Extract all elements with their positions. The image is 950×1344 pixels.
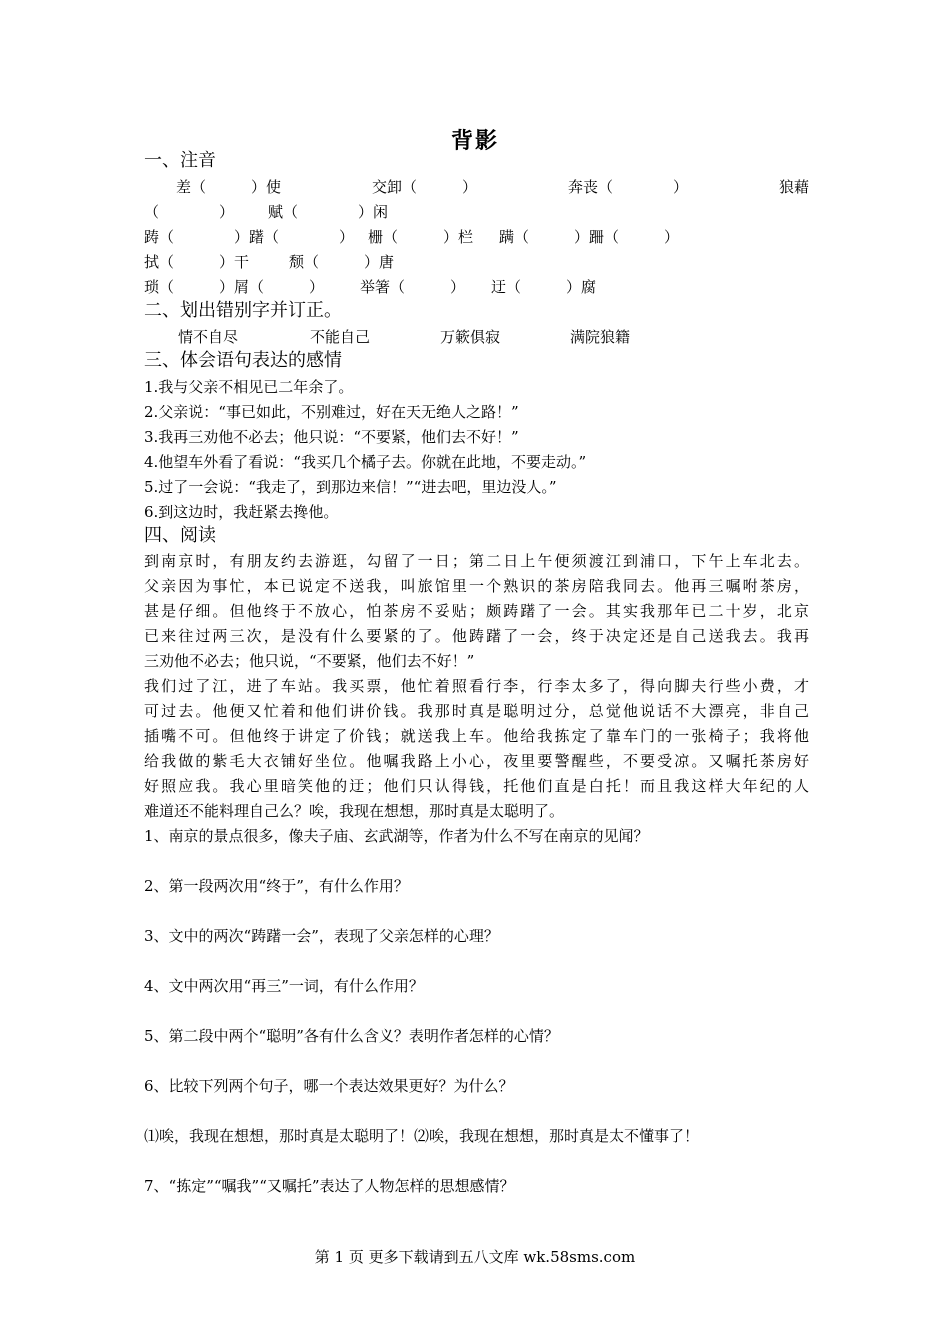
pinyin-row-5 (144, 277, 809, 297)
passage-line: 插嘴不可。但他终于讲定了价钱；就送我上车。他给我拣定了靠车门的一张椅子；我将他 (144, 727, 809, 745)
section-heading-pinyin: 一、注音 (144, 150, 216, 171)
document-title: 背影 (450, 128, 499, 154)
pinyin-item: 奔丧（ ） (567, 178, 688, 196)
passage-line: 已来往过两三次，是没有什么要紧的了。他踌躇了一会，终于决定还是自己送我去。我再 (144, 627, 809, 645)
section-heading-emotion: 三、体会语句表达的感情 (144, 350, 342, 371)
pinyin-item: 琐（ ）屑（ ） (144, 278, 325, 296)
pinyin-item: 拭（ ）干 (144, 253, 250, 271)
question-item: 7、“拣定”“嘱我”“又嘱托”表达了人物怎样的思想感情？ (144, 1177, 515, 1195)
page-footer: 第 1 页 更多下载请到五八文库 wk.58sms.com (314, 1248, 636, 1266)
pinyin-item: 差（ ）使 (176, 178, 282, 196)
pinyin-item: 迂（ ）腐 (491, 278, 597, 296)
pinyin-item: 狼藉 (778, 178, 809, 196)
pinyin-item: 栅（ ）栏 (368, 228, 474, 246)
pinyin-item: 踌（ ）躇（ ） (144, 228, 355, 246)
question-item: 3、文中的两次“踌躇一会”，表现了父亲怎样的心理？ (144, 927, 499, 945)
question-item: 1、南京的景点很多，像夫子庙、玄武湖等，作者为什么不写在南京的见闻？ (144, 827, 649, 845)
passage-line: 到南京时，有朋友约去游逛，勾留了一日；第二日上午便须渡江到浦口，下午上车北去。 (144, 552, 809, 570)
typo-word: 情不自尽 (178, 328, 239, 346)
typo-word: 不能自己 (310, 328, 371, 346)
sentence-item: 2.父亲说：“事已如此，不别难过，好在天无绝人之路！” (144, 403, 519, 421)
question-item: 2、第一段两次用“终于”，有什么作用？ (144, 877, 409, 895)
pinyin-item: （ ） (144, 203, 235, 221)
pinyin-row-4 (144, 252, 809, 272)
typo-row (144, 327, 809, 347)
pinyin-row-3 (144, 227, 809, 247)
passage-line: 可过去。他便又忙着和他们讲价钱。我那时真是聪明过分，总觉他说话不大漂亮，非自己 (144, 702, 809, 720)
passage-line: 甚是仔细。但他终于不放心，怕茶房不妥贴；颇踌躇了一会。其实我那年已二十岁，北京 (144, 602, 809, 620)
section-heading-typos: 二、划出错别字并订正。 (144, 300, 342, 321)
passage-line: 三劝他不必去；他只说，“不要紧，他们去不好！” (144, 652, 475, 670)
passage-line: 难道还不能料理自己么？唉，我现在想想，那时真是太聪明了。 (144, 802, 565, 820)
question-item: 5、第二段中两个“聪明”各有什么含义？表明作者怎样的心情？ (144, 1027, 559, 1045)
pinyin-row-2 (144, 202, 809, 222)
typo-word: 满院狼籍 (570, 328, 631, 346)
pinyin-row-1 (144, 177, 809, 197)
pinyin-item: 举箸（ ） (360, 278, 466, 296)
sentence-item: 4.他望车外看了看说：“我买几个橘子去。你就在此地，不要走动。” (144, 453, 587, 471)
pinyin-item: 蹒（ ）跚（ ） (499, 228, 680, 246)
passage-line: 父亲因为事忙，本已说定不送我，叫旅馆里一个熟识的茶房陪我同去。他再三嘱咐茶房， (144, 577, 809, 595)
question-comparison: ⑴唉，我现在想想，那时真是太聪明了！⑵唉，我现在想想，那时真是太不懂事了！ (144, 1127, 700, 1145)
typo-word: 万簌俱寂 (440, 328, 501, 346)
pinyin-item: 赋（ ）闲 (268, 203, 389, 221)
sentence-item: 3.我再三劝他不必去；他只说：“不要紧，他们去不好！” (144, 428, 519, 446)
sentence-item: 6.到这边时，我赶紧去搀他。 (144, 503, 339, 521)
sentence-item: 1.我与父亲不相见已二年余了。 (144, 378, 354, 396)
pinyin-item: 交卸（ ） (371, 178, 477, 196)
question-item: 6、比较下列两个句子，哪一个表达效果更好？为什么？ (144, 1077, 514, 1095)
passage-line: 给我做的紫毛大衣铺好坐位。他嘱我路上小心，夜里要警醒些，不要受凉。又嘱托茶房好 (144, 752, 809, 770)
passage-line: 好照应我。我心里暗笑他的迂；他们只认得钱，托他们直是白托！而且我这样大年纪的人 (144, 777, 809, 795)
pinyin-item: 颓（ ）唐 (289, 253, 395, 271)
section-heading-reading: 四、阅读 (144, 525, 216, 546)
sentence-item: 5.过了一会说：“我走了，到那边来信！”“进去吧，里边没人。” (144, 478, 557, 496)
question-item: 4、文中两次用“再三”一词，有什么作用？ (144, 977, 424, 995)
passage-line: 我们过了江，进了车站。我买票，他忙着照看行李，行李太多了，得向脚夫行些小费，才 (144, 677, 809, 695)
